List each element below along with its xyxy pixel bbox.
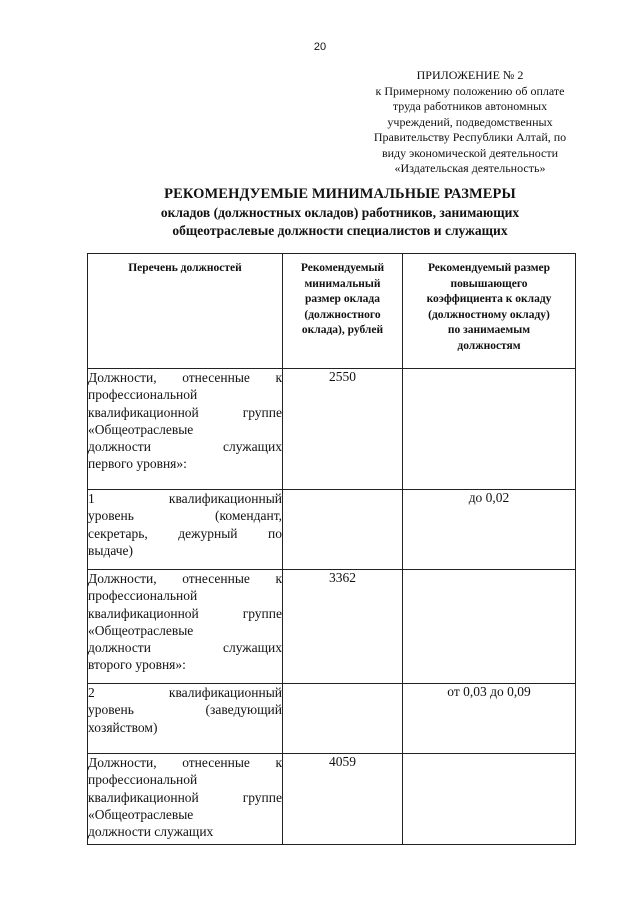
salary-cell: 3362 [283, 570, 403, 684]
position-line: Должности, отнесенные к [88, 370, 282, 385]
salary-cell [283, 490, 403, 570]
header-salary-line: размер оклада [305, 293, 380, 305]
position-line: должности служащих [88, 640, 282, 656]
table-row [88, 684, 576, 754]
header-coefficient-line: Рекомендуемый размер [427, 262, 551, 274]
position-line: 1 квалификационный [88, 491, 282, 506]
appendix-line: виду экономической деятельности [381, 145, 559, 160]
position-cell [88, 490, 283, 570]
header-position: Перечень должностей [88, 254, 283, 369]
table-row [88, 570, 576, 684]
position-cell [88, 684, 283, 754]
position-line: уровень (комендант, [88, 508, 282, 524]
position-line: должности служащих [88, 824, 214, 840]
subtitle-line: окладов (должностных окладов) работников, занимающих [160, 205, 520, 220]
position-line: хозяйством) [88, 719, 158, 735]
position-cell [88, 369, 283, 490]
position-line: квалификационной группе [88, 404, 282, 420]
header-salary [283, 254, 403, 369]
document-title [60, 185, 620, 239]
appendix-line: ПРИЛОЖЕНИЕ № 2 [416, 68, 524, 82]
salary-table [87, 253, 576, 845]
appendix-line: к Примерному положению об оплате [375, 83, 565, 98]
position-line: квалификационной группе [88, 789, 282, 805]
position-cell [88, 570, 283, 684]
position-line: «Общеотраслевые [88, 622, 194, 638]
position-line: «Общеотраслевые [88, 806, 194, 822]
header-coefficient-line: по занимаемым [447, 324, 531, 336]
position-line: должности служащих [88, 439, 282, 455]
position-cell [88, 754, 283, 845]
salary-cell: 4059 [283, 754, 403, 845]
appendix-line: «Издательская деятельность» [394, 161, 546, 175]
header-salary-line: оклада), рублей [301, 324, 384, 336]
table-row [88, 754, 576, 845]
appendix-line: труда работников автономных [392, 99, 548, 113]
position-line: «Общеотраслевые [88, 421, 194, 437]
header-coefficient-line: коэффициента к окладу [426, 293, 552, 305]
position-line: выдаче) [88, 542, 134, 558]
coefficient-cell: до 0,02 [403, 490, 576, 570]
table-row [88, 369, 576, 490]
header-coefficient-line: (должностному окладу) [428, 308, 550, 321]
coefficient-cell [403, 369, 576, 490]
appendix-line: учреждений, подведомственных [387, 114, 553, 129]
title-line: РЕКОМЕНДУЕМЫЕ МИНИМАЛЬНЫЕ РАЗМЕРЫ [164, 186, 516, 202]
coefficient-cell: от 0,03 до 0,09 [403, 684, 576, 754]
header-coefficient [403, 254, 576, 369]
appendix-header [345, 68, 595, 177]
header-salary-line: Рекомендуемый [300, 262, 385, 274]
table-row [88, 490, 576, 570]
position-line: уровень (заведующий [88, 702, 282, 718]
header-coefficient-line: повышающего [450, 277, 528, 290]
salary-cell: 2550 [283, 369, 403, 490]
position-line: Должности, отнесенные к [88, 571, 282, 586]
appendix-line: Правительству Республики Алтай, по [373, 130, 567, 144]
position-line: квалификационной группе [88, 605, 282, 621]
coefficient-cell [403, 754, 576, 845]
subtitle-line: общеотраслевые должности специалистов и служащих [172, 222, 508, 238]
position-line: 2 квалификационный [88, 685, 282, 700]
position-line: секретарь, дежурный по [88, 525, 282, 541]
position-line: первого уровня»: [88, 456, 187, 472]
salary-cell [283, 684, 403, 754]
page-number: 20 [313, 41, 327, 53]
position-line: профессиональной [88, 387, 198, 403]
header-salary-line: (должностного [304, 308, 381, 321]
position-line: Должности, отнесенные к [88, 755, 282, 770]
position-line: профессиональной [88, 588, 198, 604]
header-salary-line: минимальный [304, 277, 381, 290]
header-coefficient-line: должностям [457, 339, 521, 352]
position-line: профессиональной [88, 772, 198, 788]
position-line: второго уровня»: [88, 657, 186, 673]
coefficient-cell [403, 570, 576, 684]
